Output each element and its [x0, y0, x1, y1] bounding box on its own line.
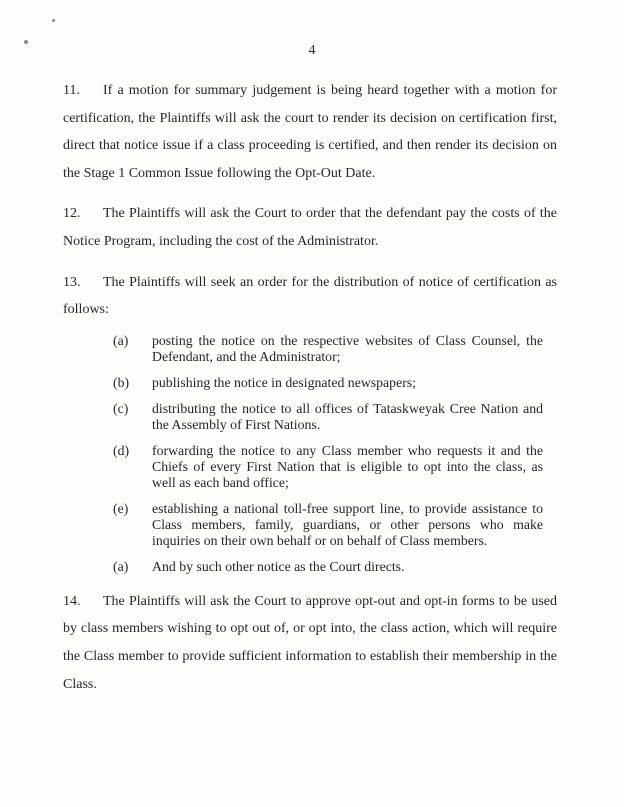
paragraph-14-number: 14. — [63, 593, 81, 609]
list-item-b — [113, 375, 557, 391]
list-item-b-label: (b) — [113, 374, 130, 390]
paragraph-11 — [63, 77, 557, 187]
paragraph-12-text: The Plaintiffs will ask the Court to order that the defendant pay the costs of the Notice Program, including the cost of the Administrator. — [63, 206, 557, 249]
paragraph-14-text: The Plaintiffs will ask the Court to approve opt-out and opt-in forms to be used by class members wishing to opt out of, or opt into, the class action, which will require the Class member to provide sufficient information to establish their membership in the Class. — [63, 593, 557, 692]
list-item-a2-text: And by such other notice as the Court directs. — [152, 558, 405, 574]
list-item-a2-label: (a) — [113, 558, 129, 574]
document-body — [63, 70, 557, 698]
list-item-d — [113, 443, 557, 491]
list-item-a-label: (a) — [113, 332, 129, 348]
list-item-e-label: (e) — [113, 500, 129, 516]
scan-speck — [52, 19, 55, 22]
list-item-c-label: (c) — [113, 400, 129, 416]
page-number: 4 — [308, 43, 316, 58]
list-item-a2 — [113, 559, 557, 575]
list-item-d-text: forwarding the notice to any Class member who requests it and the Chiefs of every First Nation that is eligible to opt into the class, as well as each band office; — [152, 442, 543, 490]
paragraph-13-text: The Plaintiffs will seek an order for the distribution of notice of certification as follows: — [63, 274, 557, 318]
list-item-a — [113, 333, 557, 365]
list-item-e-text: establishing a national toll-free support line, to provide assistance to Class members, family, guardians, or other persons who make inquiries on their own behalf or on behalf of Class members. — [152, 500, 543, 548]
list-item-c — [113, 401, 557, 433]
paragraph-12-number: 12. — [63, 206, 81, 222]
list-item-b-text: publishing the notice in designated newspapers; — [152, 374, 417, 390]
paragraph-14 — [63, 588, 557, 698]
paragraph-13 — [63, 269, 557, 324]
paragraph-11-text: If a motion for summary judgement is being heard together with a motion for certification, the Plaintiffs will ask the court to render its decision on certification first, direct that notice issue if a class proceeding is certified, and then render its decision on the Stage 1 Common Issue following the Opt-Out Date. — [63, 83, 557, 181]
paragraph-12 — [63, 200, 557, 255]
list-item-d-label: (d) — [113, 442, 130, 458]
list-item-a-text: posting the notice on the respective websites of Class Counsel, the Defendant, and the Administrator; — [152, 332, 543, 364]
list-item-e — [113, 501, 557, 549]
paragraph-13-number: 13. — [63, 274, 81, 290]
list-item-c-text: distributing the notice to all offices of Tataskweyak Cree Nation and the Assembly of First Nations. — [152, 400, 543, 432]
paragraph-11-number: 11. — [63, 83, 80, 98]
notice-distribution-list — [113, 333, 557, 575]
